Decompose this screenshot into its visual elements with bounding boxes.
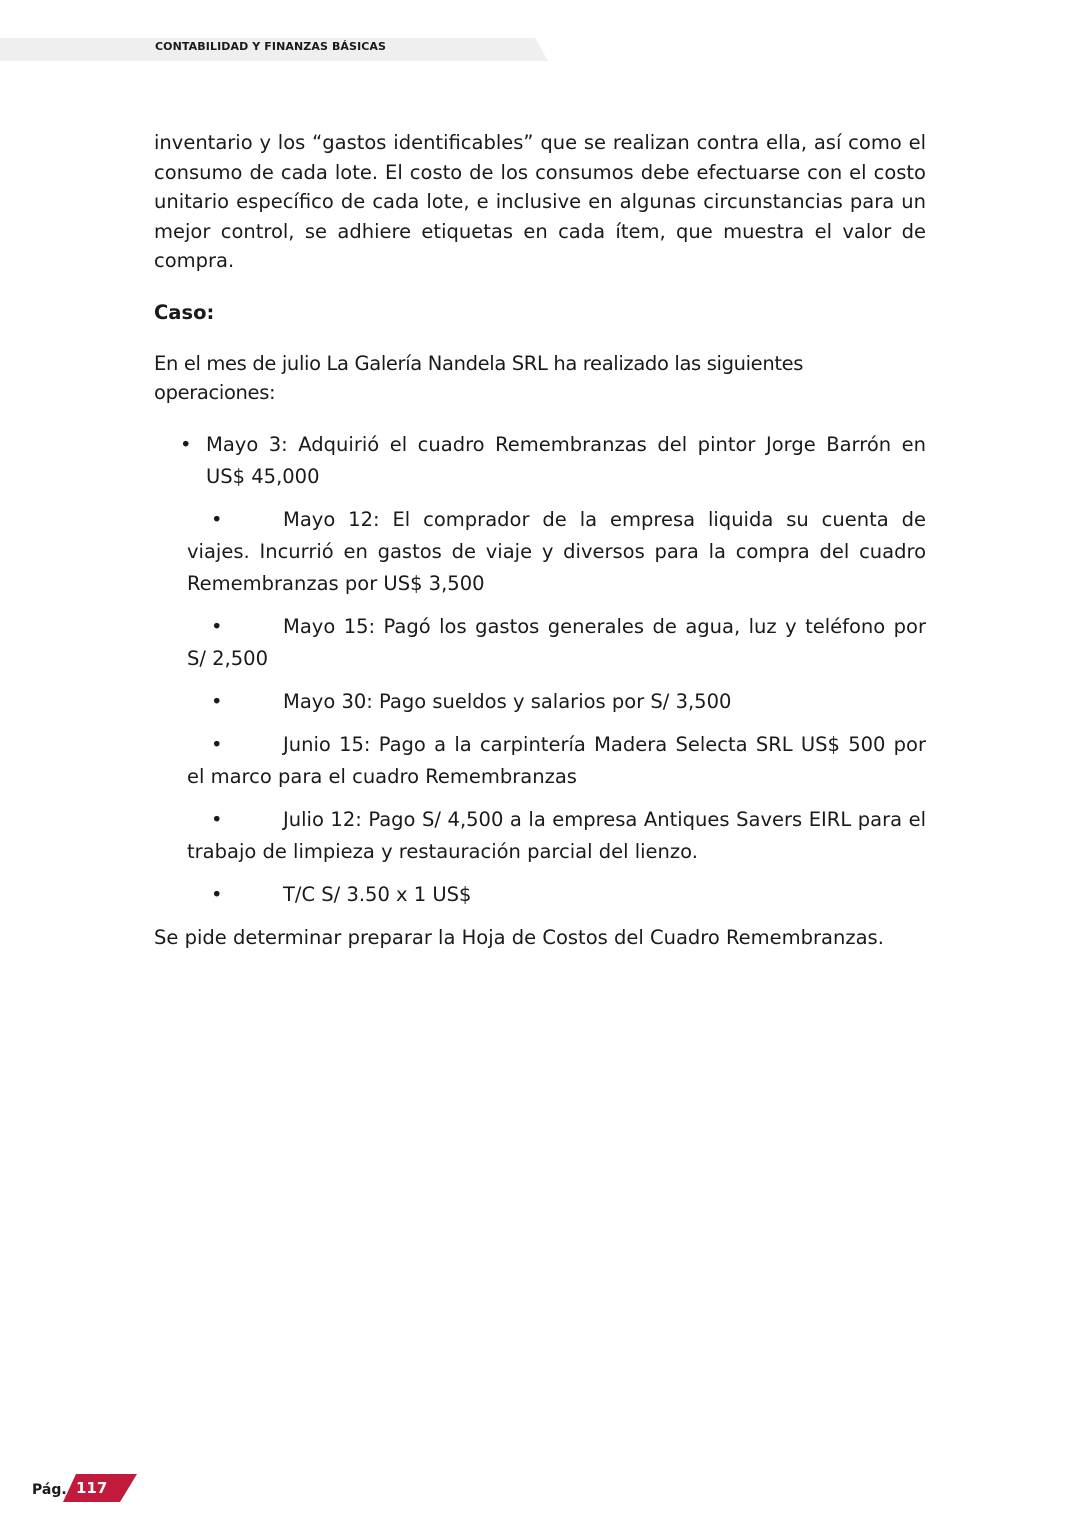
list-item (187, 686, 926, 718)
page-label: Pág. (32, 1482, 67, 1498)
bullet-icon: • (211, 689, 223, 713)
list-item (154, 429, 926, 493)
bullet-icon: • (211, 882, 223, 906)
list-item-text: Julio 12: Pago S/ 4,500 a la empresa Antiques Savers EIRL para el trabajo de limpieza y restauración parcial del lienzo. (187, 807, 926, 863)
bullet-icon: • (211, 507, 223, 531)
bullet-icon: • (180, 432, 192, 456)
page-content (154, 128, 926, 954)
list-item-text: Mayo 15: Pagó los gastos generales de agua, luz y teléfono por S/ 2,500 (187, 614, 926, 670)
list-item (187, 729, 926, 793)
list-item (187, 879, 926, 911)
bullet-icon: • (211, 732, 223, 756)
list-item (187, 804, 926, 868)
caso-heading: Caso: (154, 300, 215, 324)
bullet-icon: • (211, 614, 223, 638)
list-item-text: Mayo 30: Pago sueldos y salarios por S/ 3,500 (283, 689, 732, 713)
running-header: CONTABILIDAD Y FINANZAS BÁSICAS (155, 40, 387, 53)
list-item (187, 504, 926, 600)
list-item-text: Mayo 12: El comprador de la empresa liquida su cuenta de viajes. Incurrió en gastos de viaje y diversos para la compra del cuadro Remembranzas por US$ 3,500 (187, 507, 926, 595)
bullet-icon: • (211, 807, 223, 831)
list-item-text: Junio 15: Pago a la carpintería Madera Selecta SRL US$ 500 por el marco para el cuadro Remembranzas (187, 732, 926, 788)
page-number: 117 (76, 1479, 108, 1497)
body-paragraph: inventario y los “gastos identificables” que se realizan contra ella, así como el consumo de cada lote. El costo de los consumos debe efectuarse con el costo unitario específico de cada lote, e inclusive en algunas circunstancias para un mejor control, se adhiere etiquetas en cada ítem, que muestra el valor de compra. (154, 131, 926, 273)
intro-paragraph: En el mes de julio La Galería Nandela SRL ha realizado las siguientes operaciones: (154, 351, 804, 405)
list-item-text: Mayo 3: Adquirió el cuadro Remembranzas del pintor Jorge Barrón en US$ 45,000 (206, 432, 926, 488)
list-item-text: T/C S/ 3.50 x 1 US$ (283, 882, 472, 906)
closing-paragraph: Se pide determinar preparar la Hoja de Costos del Cuadro Remembranzas. (154, 925, 884, 949)
list-item (187, 611, 926, 675)
